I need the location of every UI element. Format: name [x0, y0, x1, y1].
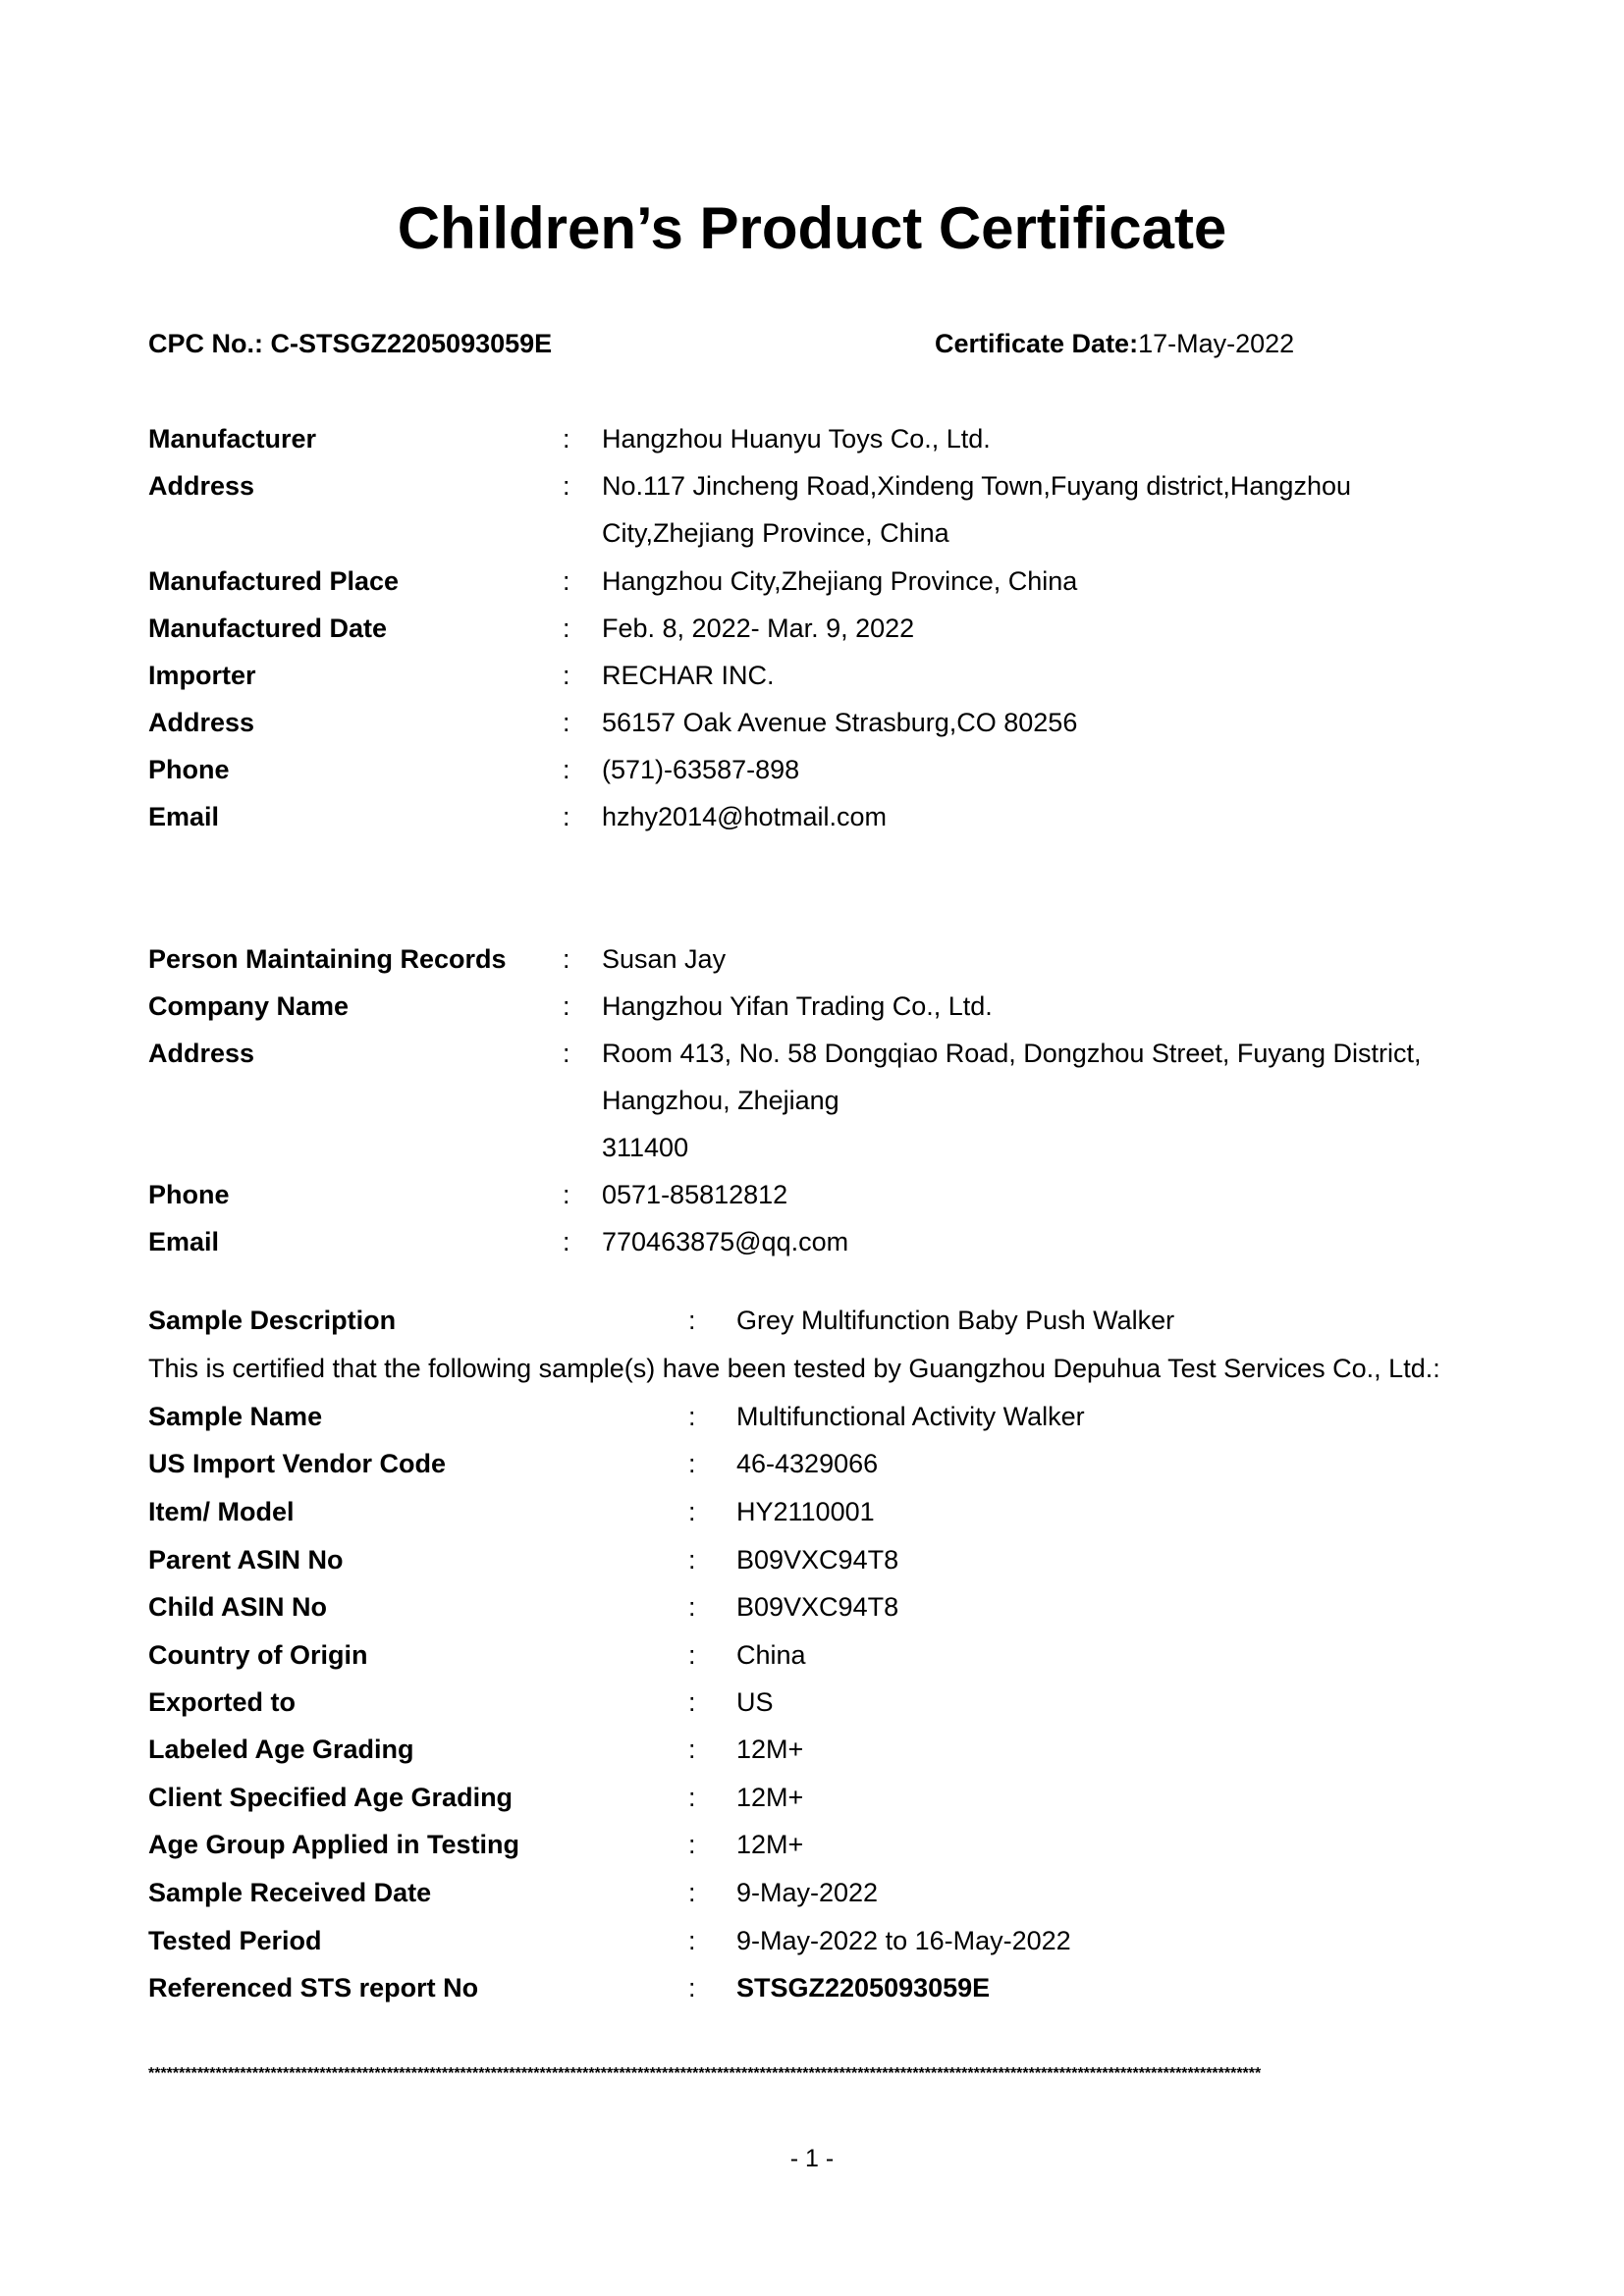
cpc-number: CPC No.: C-STSGZ2205093059E	[148, 329, 553, 358]
field-value: 0571-85812812	[602, 1180, 788, 1209]
field-label: Labeled Age Grading	[148, 1735, 414, 1764]
certification-statement: This is certified that the following sample(s) have been tested by Guangzhou Depuhua Test Services Co., Ltd.:	[148, 1354, 1440, 1383]
field-label: Age Group Applied in Testing	[148, 1830, 519, 1859]
field-value: Multifunctional Activity Walker	[736, 1402, 1085, 1431]
colon: :	[563, 614, 570, 643]
certificate-date-value: 17-May-2022	[1138, 329, 1295, 358]
field-label: Email	[148, 802, 220, 831]
field-label: Manufacturer	[148, 424, 317, 454]
field-value: Hangzhou, Zhejiang	[602, 1086, 839, 1115]
field-label: Sample Description	[148, 1306, 397, 1335]
colon: :	[688, 1402, 696, 1431]
certificate-date-label: Certificate Date:	[935, 329, 1139, 358]
field-value: 12M+	[736, 1830, 804, 1859]
field-value: STSGZ2205093059E	[736, 1973, 991, 2002]
field-value: US	[736, 1687, 774, 1717]
field-label: Address	[148, 708, 255, 737]
colon: :	[563, 424, 570, 454]
field-value: 9-May-2022	[736, 1878, 879, 1907]
field-value: China	[736, 1640, 806, 1670]
field-label: Sample Name	[148, 1402, 323, 1431]
field-value: City,Zhejiang Province, China	[602, 518, 949, 548]
field-value: (571)-63587-898	[602, 755, 800, 784]
field-label: Importer	[148, 661, 256, 690]
page-title: Children’s Product Certificate	[397, 195, 1227, 261]
field-label: Phone	[148, 1180, 230, 1209]
field-value: 770463875@qq.com	[602, 1227, 849, 1256]
field-value: Grey Multifunction Baby Push Walker	[736, 1306, 1175, 1335]
field-value: 9-May-2022 to 16-May-2022	[736, 1926, 1071, 1955]
colon: :	[688, 1783, 696, 1812]
colon: :	[563, 661, 570, 690]
colon: :	[688, 1497, 696, 1526]
colon: :	[563, 991, 570, 1021]
field-label: Email	[148, 1227, 220, 1256]
colon: :	[688, 1449, 696, 1478]
field-value: 12M+	[736, 1783, 804, 1812]
colon: :	[563, 566, 570, 596]
field-value: No.117 Jincheng Road,Xindeng Town,Fuyang district,Hangzhou	[602, 471, 1351, 501]
colon: :	[688, 1830, 696, 1859]
field-label: Person Maintaining Records	[148, 944, 507, 974]
field-value: hzhy2014@hotmail.com	[602, 802, 888, 831]
field-label: Address	[148, 471, 255, 501]
field-value: Susan Jay	[602, 944, 727, 974]
field-label: Client Specified Age Grading	[148, 1783, 514, 1812]
colon: :	[563, 471, 570, 501]
colon: :	[688, 1545, 696, 1575]
field-value: RECHAR INC.	[602, 661, 775, 690]
colon: :	[563, 802, 570, 831]
field-value: HY2110001	[736, 1497, 875, 1526]
field-label: Sample Received Date	[148, 1878, 432, 1907]
colon: :	[688, 1306, 696, 1335]
colon: :	[563, 1039, 570, 1068]
field-value: Feb. 8, 2022- Mar. 9, 2022	[602, 614, 915, 643]
colon: :	[563, 944, 570, 974]
field-value: B09VXC94T8	[736, 1592, 899, 1622]
field-label: Manufactured Place	[148, 566, 400, 596]
asterisk-separator: **************************************************************************************************************************************************************************************	[148, 2065, 1262, 2082]
field-label: Address	[148, 1039, 255, 1068]
field-label: Parent ASIN No	[148, 1545, 344, 1575]
colon: :	[688, 1640, 696, 1670]
field-label: Child ASIN No	[148, 1592, 327, 1622]
colon: :	[688, 1592, 696, 1622]
field-value: 311400	[602, 1133, 689, 1162]
colon: :	[688, 1687, 696, 1717]
field-value: B09VXC94T8	[736, 1545, 899, 1575]
field-label: Tested Period	[148, 1926, 322, 1955]
field-label: Phone	[148, 755, 230, 784]
field-label: US Import Vendor Code	[148, 1449, 447, 1478]
page-number: - 1 -	[789, 2145, 835, 2172]
field-value: Hangzhou Yifan Trading Co., Ltd.	[602, 991, 993, 1021]
field-label: Item/ Model	[148, 1497, 295, 1526]
field-value: Hangzhou Huanyu Toys Co., Ltd.	[602, 424, 991, 454]
colon: :	[563, 755, 570, 784]
colon: :	[688, 1973, 696, 2002]
colon: :	[563, 708, 570, 737]
colon: :	[688, 1878, 696, 1907]
certificate-date	[935, 327, 1294, 360]
colon: :	[688, 1735, 696, 1764]
field-label: Country of Origin	[148, 1640, 368, 1670]
field-value: 56157 Oak Avenue Strasburg,CO 80256	[602, 708, 1078, 737]
field-value: Hangzhou City,Zhejiang Province, China	[602, 566, 1078, 596]
field-value: 46-4329066	[736, 1449, 879, 1478]
field-label: Exported to	[148, 1687, 297, 1717]
field-value: Room 413, No. 58 Dongqiao Road, Dongzhou Street, Fuyang District,	[602, 1039, 1422, 1068]
field-label: Company Name	[148, 991, 350, 1021]
field-label: Manufactured Date	[148, 614, 388, 643]
colon: :	[688, 1926, 696, 1955]
field-value: 12M+	[736, 1735, 804, 1764]
field-label: Referenced STS report No	[148, 1973, 479, 2002]
colon: :	[563, 1227, 570, 1256]
colon: :	[563, 1180, 570, 1209]
